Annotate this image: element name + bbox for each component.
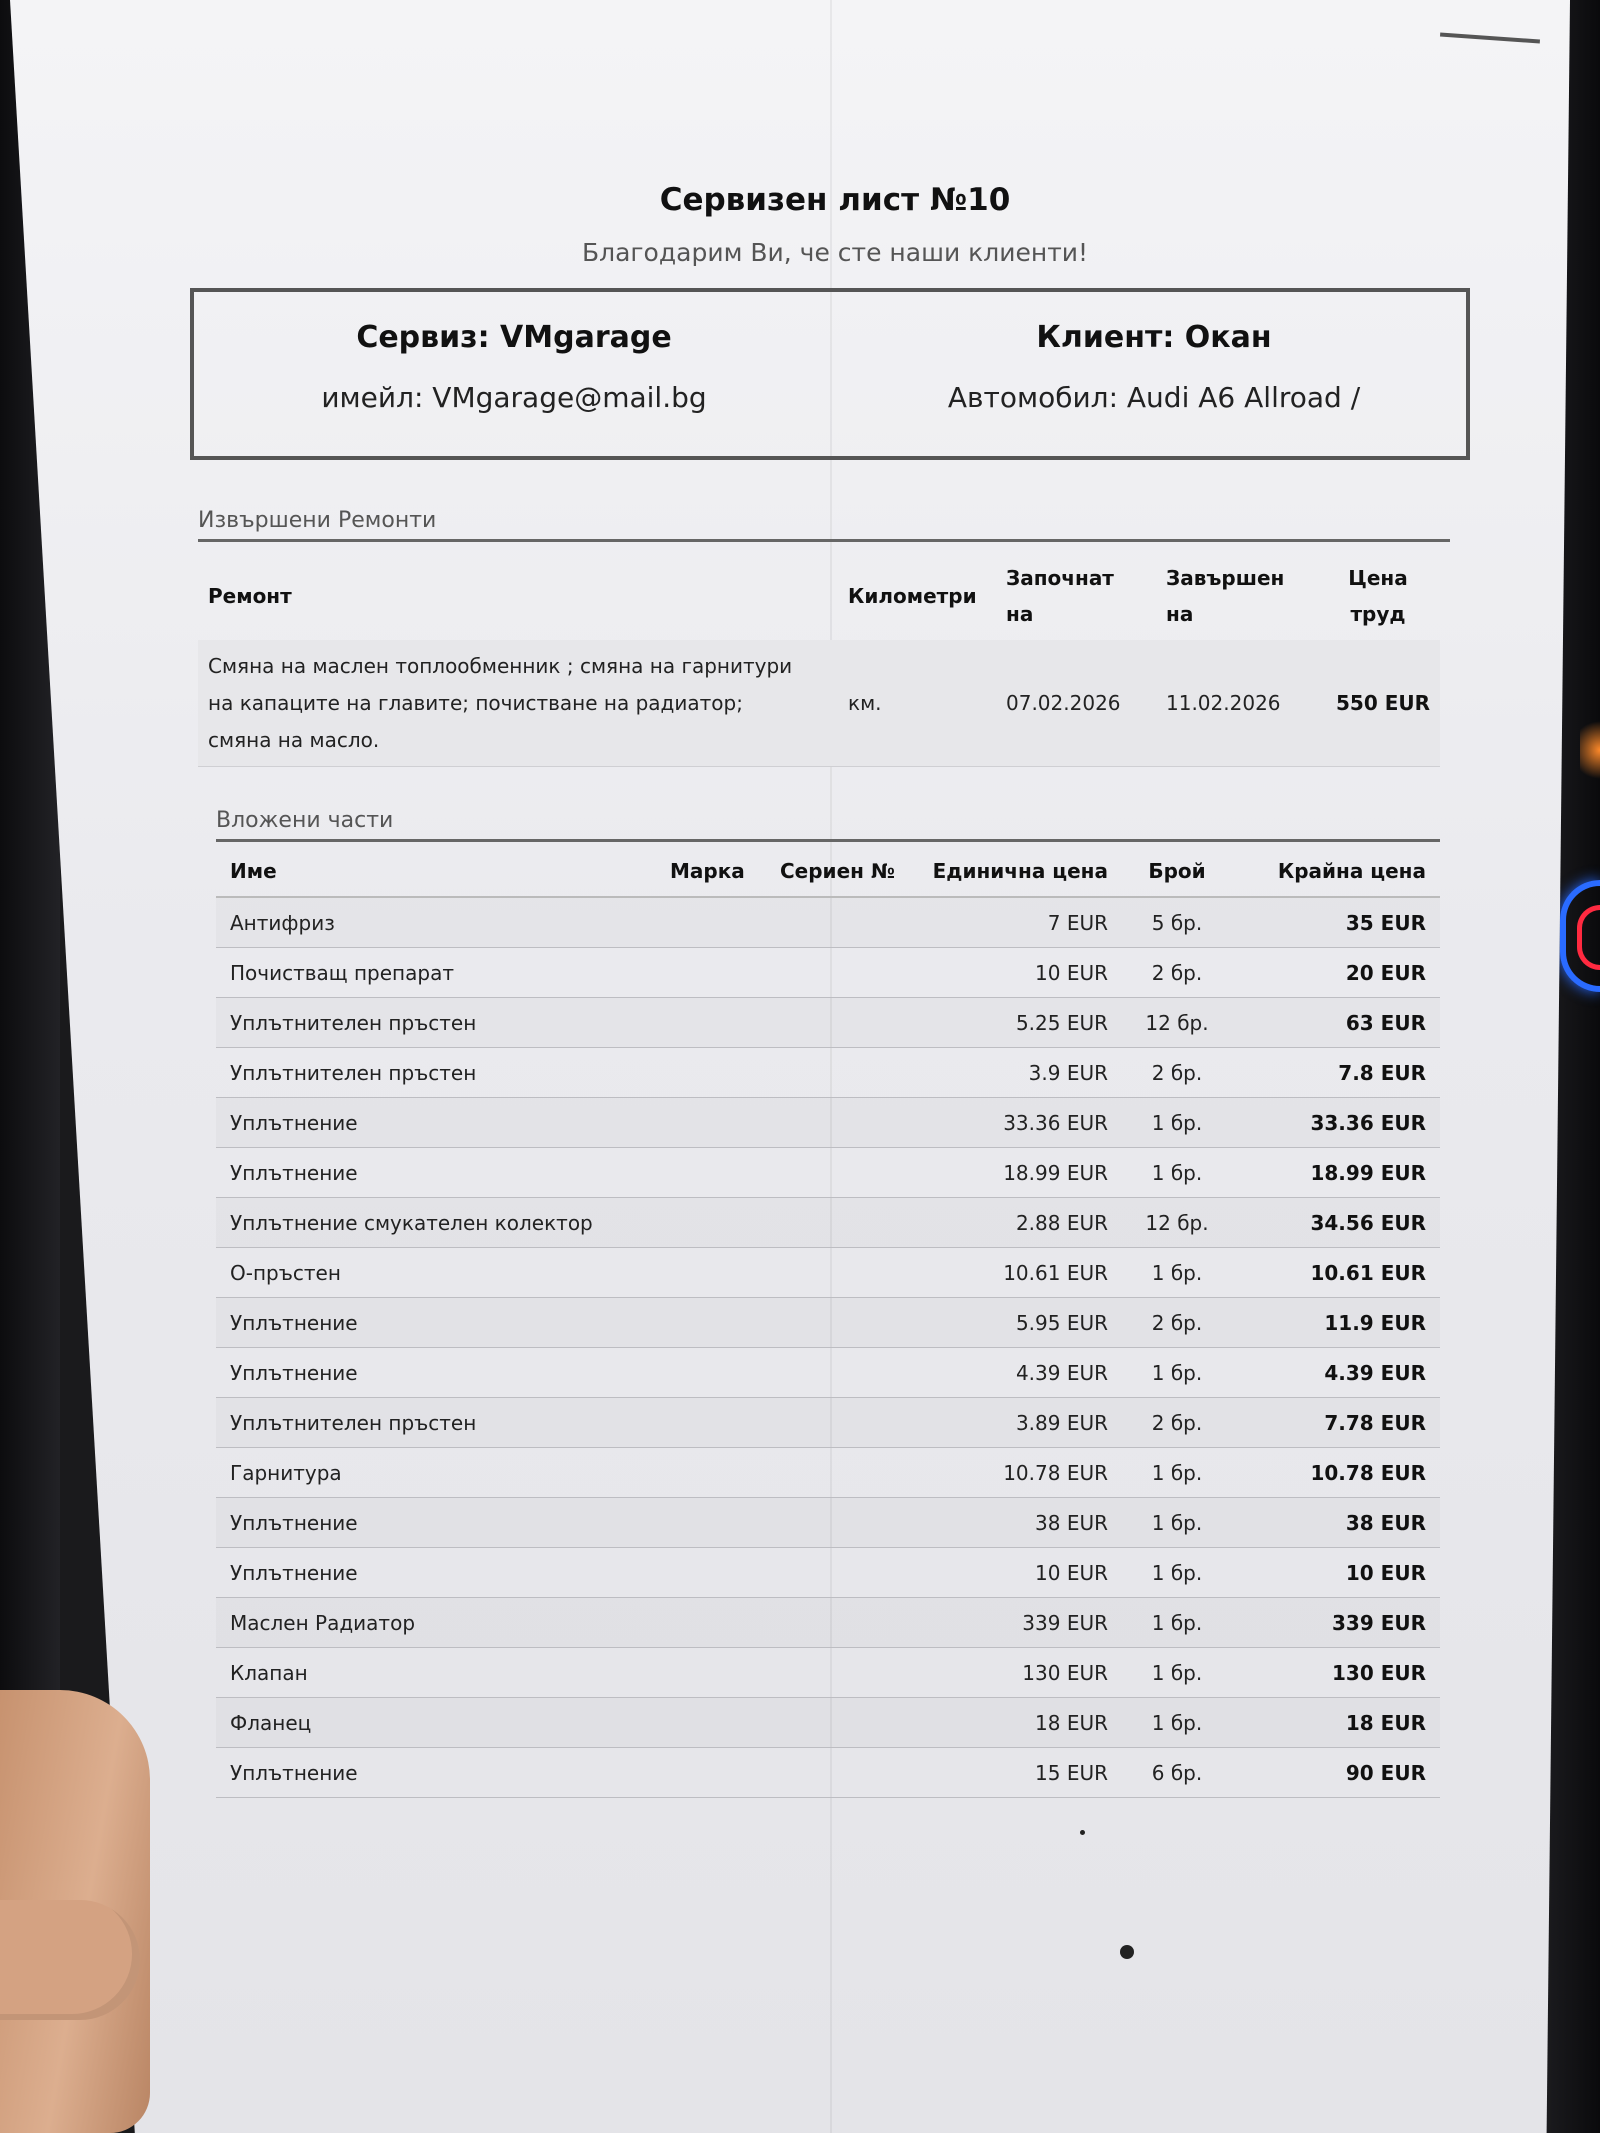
part-name: Уплътнение смукателен колектор <box>216 1198 656 1248</box>
part-qty: 2 бр. <box>1122 948 1232 998</box>
part-brand <box>656 1698 766 1748</box>
part-brand <box>656 1448 766 1498</box>
part-unit-price: 2.88 EUR <box>916 1198 1122 1248</box>
part-row <box>216 1548 1440 1598</box>
col-labor: Цена труд <box>1348 566 1408 626</box>
part-row <box>216 1248 1440 1298</box>
part-name: Фланец <box>216 1698 656 1748</box>
part-total: 10 EUR <box>1232 1548 1440 1598</box>
part-qty: 1 бр. <box>1122 1348 1232 1398</box>
parts-table <box>216 846 1440 1798</box>
part-qty: 1 бр. <box>1122 1648 1232 1698</box>
part-serial <box>766 1698 916 1748</box>
part-qty: 2 бр. <box>1122 1398 1232 1448</box>
part-serial <box>766 1548 916 1598</box>
part-serial <box>766 1498 916 1548</box>
part-brand <box>656 1398 766 1448</box>
part-name: Уплътнение <box>216 1348 656 1398</box>
part-name: Уплътнение <box>216 1548 656 1598</box>
part-unit-price: 5.25 EUR <box>916 998 1122 1048</box>
part-name: Гарнитура <box>216 1448 656 1498</box>
part-brand <box>656 1098 766 1148</box>
part-brand <box>656 1148 766 1198</box>
ink-spot <box>1080 1830 1085 1835</box>
part-brand <box>656 1748 766 1798</box>
part-serial <box>766 948 916 998</box>
part-total: 7.8 EUR <box>1232 1048 1440 1098</box>
part-unit-price: 7 EUR <box>916 897 1122 948</box>
parts-section-title: Вложени части <box>216 808 1440 842</box>
client-name: Клиент: Окан <box>1036 320 1272 355</box>
col-unit-price: Единична цена <box>916 846 1122 897</box>
client-car: Автомобил: Audi A6 Allroad / <box>947 381 1361 414</box>
part-total: 35 EUR <box>1232 897 1440 948</box>
part-serial <box>766 1198 916 1248</box>
part-unit-price: 10.61 EUR <box>916 1248 1122 1298</box>
part-qty: 12 бр. <box>1122 998 1232 1048</box>
repair-labor: 550 EUR <box>1316 640 1440 767</box>
part-brand <box>656 1348 766 1398</box>
ink-spot <box>1120 1945 1134 1959</box>
part-name: Уплътнение <box>216 1148 656 1198</box>
part-serial <box>766 1448 916 1498</box>
part-brand <box>656 1248 766 1298</box>
part-name: Уплътнителен пръстен <box>216 1398 656 1448</box>
part-name: Уплътнение <box>216 1298 656 1348</box>
part-name: Почистващ препарат <box>216 948 656 998</box>
part-total: 34.56 EUR <box>1232 1198 1440 1248</box>
part-unit-price: 10.78 EUR <box>916 1448 1122 1498</box>
part-row <box>216 1448 1440 1498</box>
part-qty: 1 бр. <box>1122 1248 1232 1298</box>
repair-finished: 11.02.2026 <box>1156 640 1316 767</box>
part-brand <box>656 948 766 998</box>
repair-km: км. <box>838 640 996 767</box>
part-total: 10.61 EUR <box>1232 1248 1440 1298</box>
part-brand <box>656 1648 766 1698</box>
part-total: 63 EUR <box>1232 998 1440 1048</box>
part-qty: 12 бр. <box>1122 1198 1232 1248</box>
part-row <box>216 1048 1440 1098</box>
part-total: 7.78 EUR <box>1232 1398 1440 1448</box>
info-box <box>190 288 1470 460</box>
part-unit-price: 18.99 EUR <box>916 1148 1122 1198</box>
col-repair: Ремонт <box>208 584 292 608</box>
part-total: 90 EUR <box>1232 1748 1440 1798</box>
part-serial <box>766 1748 916 1798</box>
col-brand: Марка <box>656 846 766 897</box>
part-unit-price: 3.9 EUR <box>916 1048 1122 1098</box>
part-serial <box>766 1048 916 1098</box>
part-unit-price: 10 EUR <box>916 1548 1122 1598</box>
col-serial: Сериен № <box>766 846 916 897</box>
part-row <box>216 998 1440 1048</box>
col-started: Започнат на <box>1006 566 1114 626</box>
part-serial <box>766 1648 916 1698</box>
part-name: Маслен Радиатор <box>216 1598 656 1648</box>
part-serial <box>766 1148 916 1198</box>
part-unit-price: 4.39 EUR <box>916 1348 1122 1398</box>
part-qty: 1 бр. <box>1122 1498 1232 1548</box>
col-finished: Завършен на <box>1166 566 1285 626</box>
part-total: 11.9 EUR <box>1232 1298 1440 1348</box>
part-row <box>216 1198 1440 1248</box>
parts-body <box>216 897 1440 1798</box>
red-light <box>1577 905 1600 970</box>
part-qty: 2 бр. <box>1122 1298 1232 1348</box>
part-unit-price: 15 EUR <box>916 1748 1122 1798</box>
col-total: Крайна цена <box>1232 846 1440 897</box>
part-qty: 1 бр. <box>1122 1148 1232 1198</box>
part-brand <box>656 1048 766 1098</box>
part-qty: 1 бр. <box>1122 1548 1232 1598</box>
part-unit-price: 10 EUR <box>916 948 1122 998</box>
document-title: Сервизен лист №10 <box>659 182 1011 218</box>
part-row <box>216 1648 1440 1698</box>
part-total: 33.36 EUR <box>1232 1098 1440 1148</box>
part-unit-price: 33.36 EUR <box>916 1098 1122 1148</box>
document-subtitle: Благодарим Ви, че сте наши клиенти! <box>581 238 1089 267</box>
repairs-header-row <box>198 552 1440 640</box>
part-row <box>216 1298 1440 1348</box>
part-total: 20 EUR <box>1232 948 1440 998</box>
part-serial <box>766 1348 916 1398</box>
part-name: Уплътнение <box>216 1098 656 1148</box>
part-serial <box>766 1098 916 1148</box>
service-sheet <box>150 0 1450 1900</box>
part-serial <box>766 1598 916 1648</box>
col-qty: Брой <box>1122 846 1232 897</box>
part-row <box>216 1498 1440 1548</box>
part-unit-price: 18 EUR <box>916 1698 1122 1748</box>
col-km: Километри <box>848 584 977 608</box>
part-total: 4.39 EUR <box>1232 1348 1440 1398</box>
part-total: 38 EUR <box>1232 1498 1440 1548</box>
part-row <box>216 1098 1440 1148</box>
part-total: 18.99 EUR <box>1232 1148 1440 1198</box>
part-unit-price: 5.95 EUR <box>916 1298 1122 1348</box>
part-name: Уплътнителен пръстен <box>216 998 656 1048</box>
part-name: Уплътнение <box>216 1498 656 1548</box>
orange-light <box>1580 720 1600 780</box>
part-row <box>216 1698 1440 1748</box>
repair-row <box>198 640 1440 767</box>
part-name: Клапан <box>216 1648 656 1698</box>
service-name: Сервиз: VMgarage <box>356 320 672 355</box>
part-unit-price: 130 EUR <box>916 1648 1122 1698</box>
part-name: Уплътнение <box>216 1748 656 1798</box>
col-name: Име <box>216 846 656 897</box>
part-serial <box>766 1398 916 1448</box>
part-total: 339 EUR <box>1232 1598 1440 1648</box>
repairs-section-title: Извършени Ремонти <box>198 508 1450 542</box>
part-qty: 5 бр. <box>1122 897 1232 948</box>
part-serial <box>766 897 916 948</box>
part-brand <box>656 1548 766 1598</box>
part-brand <box>656 1298 766 1348</box>
part-row <box>216 1598 1440 1648</box>
part-row <box>216 1748 1440 1798</box>
part-brand <box>656 998 766 1048</box>
part-qty: 1 бр. <box>1122 1598 1232 1648</box>
part-row <box>216 1398 1440 1448</box>
part-qty: 6 бр. <box>1122 1748 1232 1798</box>
part-row <box>216 1148 1440 1198</box>
repairs-table <box>198 552 1440 767</box>
part-name: Антифриз <box>216 897 656 948</box>
part-name: Уплътнителен пръстен <box>216 1048 656 1098</box>
client-info <box>834 320 1474 414</box>
parts-header-row <box>216 846 1440 897</box>
part-qty: 1 бр. <box>1122 1698 1232 1748</box>
repair-started: 07.02.2026 <box>996 640 1156 767</box>
part-brand <box>656 1598 766 1648</box>
part-serial <box>766 1248 916 1298</box>
part-name: О-пръстен <box>216 1248 656 1298</box>
part-row <box>216 1348 1440 1398</box>
part-unit-price: 339 EUR <box>916 1598 1122 1648</box>
part-total: 10.78 EUR <box>1232 1448 1440 1498</box>
part-unit-price: 38 EUR <box>916 1498 1122 1548</box>
part-row <box>216 897 1440 948</box>
part-total: 18 EUR <box>1232 1698 1440 1748</box>
part-unit-price: 3.89 EUR <box>916 1398 1122 1448</box>
part-brand <box>656 1498 766 1548</box>
part-serial <box>766 1298 916 1348</box>
part-qty: 1 бр. <box>1122 1448 1232 1498</box>
part-brand <box>656 1198 766 1248</box>
part-serial <box>766 998 916 1048</box>
part-total: 130 EUR <box>1232 1648 1440 1698</box>
part-row <box>216 948 1440 998</box>
part-qty: 1 бр. <box>1122 1098 1232 1148</box>
service-email: имейл: VMgarage@mail.bg <box>321 381 707 414</box>
repair-description: Смяна на маслен топлообменник ; смяна на гарнитури на капаците на главите; почистване на радиатор; смяна на масло. <box>198 640 838 767</box>
finger <box>0 1900 140 2020</box>
part-qty: 2 бр. <box>1122 1048 1232 1098</box>
part-brand <box>656 897 766 948</box>
service-info <box>194 320 834 414</box>
